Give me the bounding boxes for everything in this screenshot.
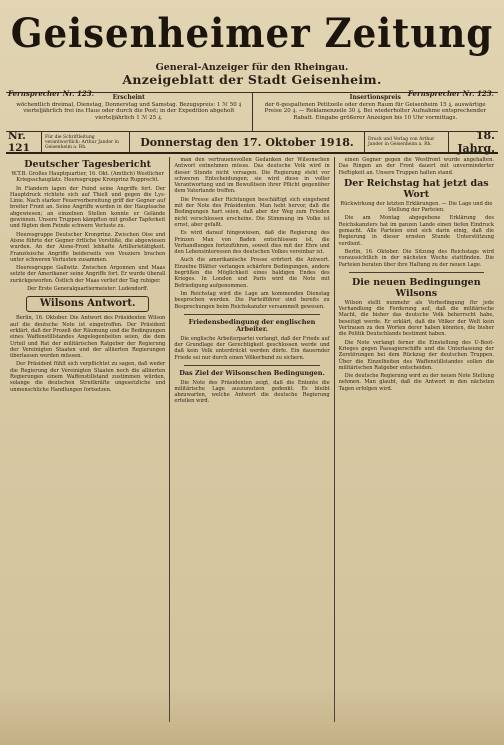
article-columns	[6, 157, 498, 722]
article-paragraph: man den vertrauensvollen Gedanken der Wilsonschen Antwort entnehmen müsse. Das deutsche Volk wird in dieser Stunde nicht versagen. Die Regierung steht vor schweren Entscheidungen; sie wird diese in voller Verantwortung und im Bewußtsein ihrer Pflicht gegenüber dem Vaterlande treffen.	[174, 157, 330, 195]
issue-date: Donnerstag den 17. Oktober 1918.	[140, 135, 354, 149]
article-paragraph: Auch die amerikanische Presse erörtert die Antwort. Einzelne Blätter verlangen schärfere Bedingungen, andere begrüßen die Möglichkeit eines baldigen Endes des Krieges. In London und Paris wird die Note mit Befriedigung aufgenommen.	[174, 257, 330, 289]
info-insertion-title: Insertionspreis	[349, 94, 401, 101]
masthead-title: Geisenheimer Zeitung	[10, 9, 494, 57]
column-3	[334, 157, 498, 722]
column-2	[169, 157, 333, 722]
article-heading: Die neuen Bedingungen Wilsons	[352, 276, 481, 299]
article-paragraph: Die englische Arbeiterpartei verlangt, daß der Friede auf der Grundlage der Gerechtigkeit geschlossen werde und daß kein Volk unterdrückt werden dürfe. Ein dauernder Friede sei nur durch einen Völkerbund zu sichern.	[174, 335, 330, 361]
article-subheading: Das Ziel der Wilsonschen Bedingungen.	[179, 369, 325, 378]
phone-left: Fernsprecher Nr. 123.	[8, 89, 95, 98]
article-subheading: W.T.B. Großes Hauptquartier, 16. Okt. (Amtlich) Westlicher Kriegsschauplatz. Heeresgruppe Kronprinz Rupprecht.	[11, 171, 164, 184]
article-paragraph: Es wird darauf hingewiesen, daß die Regierung des Prinzen Max von Baden entschlossen ist, die Verhandlungen fortzuführen, soweit dies mit der Ehre und den Lebensinteressen des deutschen Volkes vereinbar ist.	[174, 230, 330, 256]
article-paragraph: Berlin, 16. Oktober. Die Antwort des Präsidenten Wilson auf die deutsche Note ist eingetroffen. Der Präsident erklärt, daß der Prozeß der Räumung und die Bedingungen eines Waffenstillstandes Angelegenheiten seien, die dem Urteil und Rat der militärischen Ratgeber der Regierung der Vereinigten Staaten und der alliierten Regierungen überlassen werden müssen.	[10, 315, 166, 360]
article-paragraph: Die Presse aller Richtungen beschäftigt sich eingehend mit der Note des Präsidenten. Man hebt hervor, daß die Bedingungen hart seien, daß aber der Weg zum Frieden nicht verschlossen erscheine. Die Stimmung im Volke ist ernst, aber gefaßt.	[174, 196, 330, 228]
article-paragraph: Die Note des Präsidenten zeigt, daß die Entente die militärische Lage auszunutzen gedenkt. Es bleibt abzuwarten, welche Antwort die deutsche Regierung erteilen wird.	[174, 379, 330, 405]
article-heading: Deutscher Tagesbericht	[24, 159, 152, 170]
article-paragraph: In Flandern lagen der Feind seine Angriffe fort. Der Hauptdruck richtete sich auf Thielt und gegen die Lys-Linie. Nach starker Feuervorbereitung griff der Gegner auf breiter Front an. Seine Angriffe wurden in der Hauptsache abgewiesen; an einzelnen Stellen konnte er Gelände gewinnen. Unsere Truppen kämpften mit großer Tapferkeit und fügten dem Feinde schwere Verluste zu.	[10, 185, 166, 230]
info-publication-text: wöchentlich dreimal, Dienstag, Donnerstag und Samstag. Bezugspreis: 1 ℳ 50 ₰ vierteljährlich frei ins Haus oder durch die Post; in der Expedition abgeholt vierteljährlich 1 ℳ 25 ₰.	[16, 101, 242, 121]
volume-year: 18. Jahrg.	[448, 132, 498, 152]
info-insertion-text: der 6-gespaltenen Petitzeile oder deren Raum für Geisenheim 15 ₰, auswärtige Preise 20 ₰. — Reklamenzeile 30 ₰. Bei wiederholter Aufnahme entsprechender Rabatt. Eingabe größerer Anzeigen bis 10 Uhr vormittags.	[264, 101, 486, 121]
issue-number: Nr. 121	[6, 132, 42, 152]
info-insertion	[252, 93, 499, 131]
column-1	[6, 157, 169, 722]
divider	[184, 365, 319, 366]
article-subheading: Friedensbedingung der englischen Arbeiter.	[188, 317, 316, 334]
boxed-heading: Wilsons Antwort.	[26, 296, 149, 312]
article-paragraph: Heeresgruppe Gallwitz. Zwischen Argonnen und Maas setzte der Amerikaner seine Angriffe fort. Er wurde überall zurückgeworfen. Östlich der Maas verlief der Tag ruhiger.	[10, 265, 166, 284]
article-heading: Der Reichstag hat jetzt das Wort	[344, 177, 489, 200]
article-paragraph: Heeresgruppe Deutscher Kronprinz. Zwischen Oise und Aisne führte der Gegner örtliche Vorstöße, die abgewiesen wurden. An der Aisne-Front lebhafte Artillerietätigkeit. Französische Angriffe beiderseits von Vouziers brachen unter schweren Verlusten zusammen.	[10, 231, 166, 263]
article-paragraph: Berlin, 16. Oktober. Die Sitzung des Reichstags wird voraussichtlich in der nächsten Woche stattfinden. Die Parteien beraten über ihre Haltung zu der neuen Lage.	[338, 248, 494, 268]
article-paragraph: einen Gegner gegen die Westfront wurde angehalten. Das Ringen an der Front dauert mit unverminderter Heftigkeit an. Unsere Truppen halten stand.	[338, 157, 494, 176]
divider	[184, 314, 319, 315]
info-row	[6, 92, 498, 132]
article-signature: Der Erste Generalquartiermeister: Ludendorff.	[27, 286, 149, 293]
article-subheading: Rückwirkung der letzten Erklärungen. — Die Lage und die Stellung der Parteien.	[340, 200, 493, 214]
article-paragraph: Die deutsche Regierung wird zu der neuen Note Stellung nehmen. Man glaubt, daß die Antwort in den nächsten Tagen erfolgen wird.	[338, 373, 494, 392]
info-publication	[6, 93, 252, 131]
article-paragraph: Die Note verlangt ferner die Einstellung des U-Boot-Krieges gegen Passagierschiffe und die Unterlassung der Zerstörungen bei dem Rückzug der deutschen Truppen. Über die Einzelheiten des Waffenstillstandes sollen die militärischen Ratgeber entscheiden.	[338, 339, 494, 371]
editor-note: Für die Schriftleitung verantwortlich: Arthur Jander in Geisenheim a. Rh.	[42, 132, 130, 152]
article-paragraph: Der Präsident fühlt sich verpflichtet zu sagen, daß weder die Regierung der Vereinigten Staaten noch die alliierten Regierungen einem Waffenstillstand zustimmen würden, solange die deutschen Streitkräfte ungesetzliche und unmenschliche Handlungen fortsetzen.	[10, 361, 166, 393]
article-paragraph: Die am Montag abgegebene Erklärung des Reichskanzlers hat im ganzen Lande einen tiefen Eindruck gemacht. Alle Parteien sind sich darin einig, daß die Regierung in dieser ernsten Stunde Unterstützung verdient.	[338, 215, 494, 247]
masthead-subtitle: General-Anzeiger für den Rheingau.	[155, 62, 349, 73]
info-publication-title: Erscheint	[112, 94, 145, 101]
article-paragraph: Im Reichstag wird die Lage am kommenden Dienstag besprochen werden. Die Parteiführer sind bereits zu Besprechungen beim Reichskanzler versammelt gewesen.	[174, 290, 330, 310]
article-paragraph: Wilson stellt nunmehr als Vorbedingung für jede Verhandlung die Forderung auf, daß die militärische Macht, die bisher das deutsche Volk beherrscht habe, beseitigt werde. Er erklärt, daß die Völker der Welt kein Vertrauen zu den Worten derer haben könnten, die bisher die Politik Deutschlands bestimmt haben.	[338, 299, 494, 338]
dateline	[6, 129, 498, 155]
publisher-note: Druck und Verlag von Arthur Jander in Geisenheim a. Rh.	[364, 132, 448, 152]
phone-right: Fernsprecher Nr. 123.	[407, 89, 494, 98]
masthead-subtitle2: Anzeigeblatt der Stadt Geisenheim.	[122, 72, 382, 87]
divider	[349, 272, 484, 273]
